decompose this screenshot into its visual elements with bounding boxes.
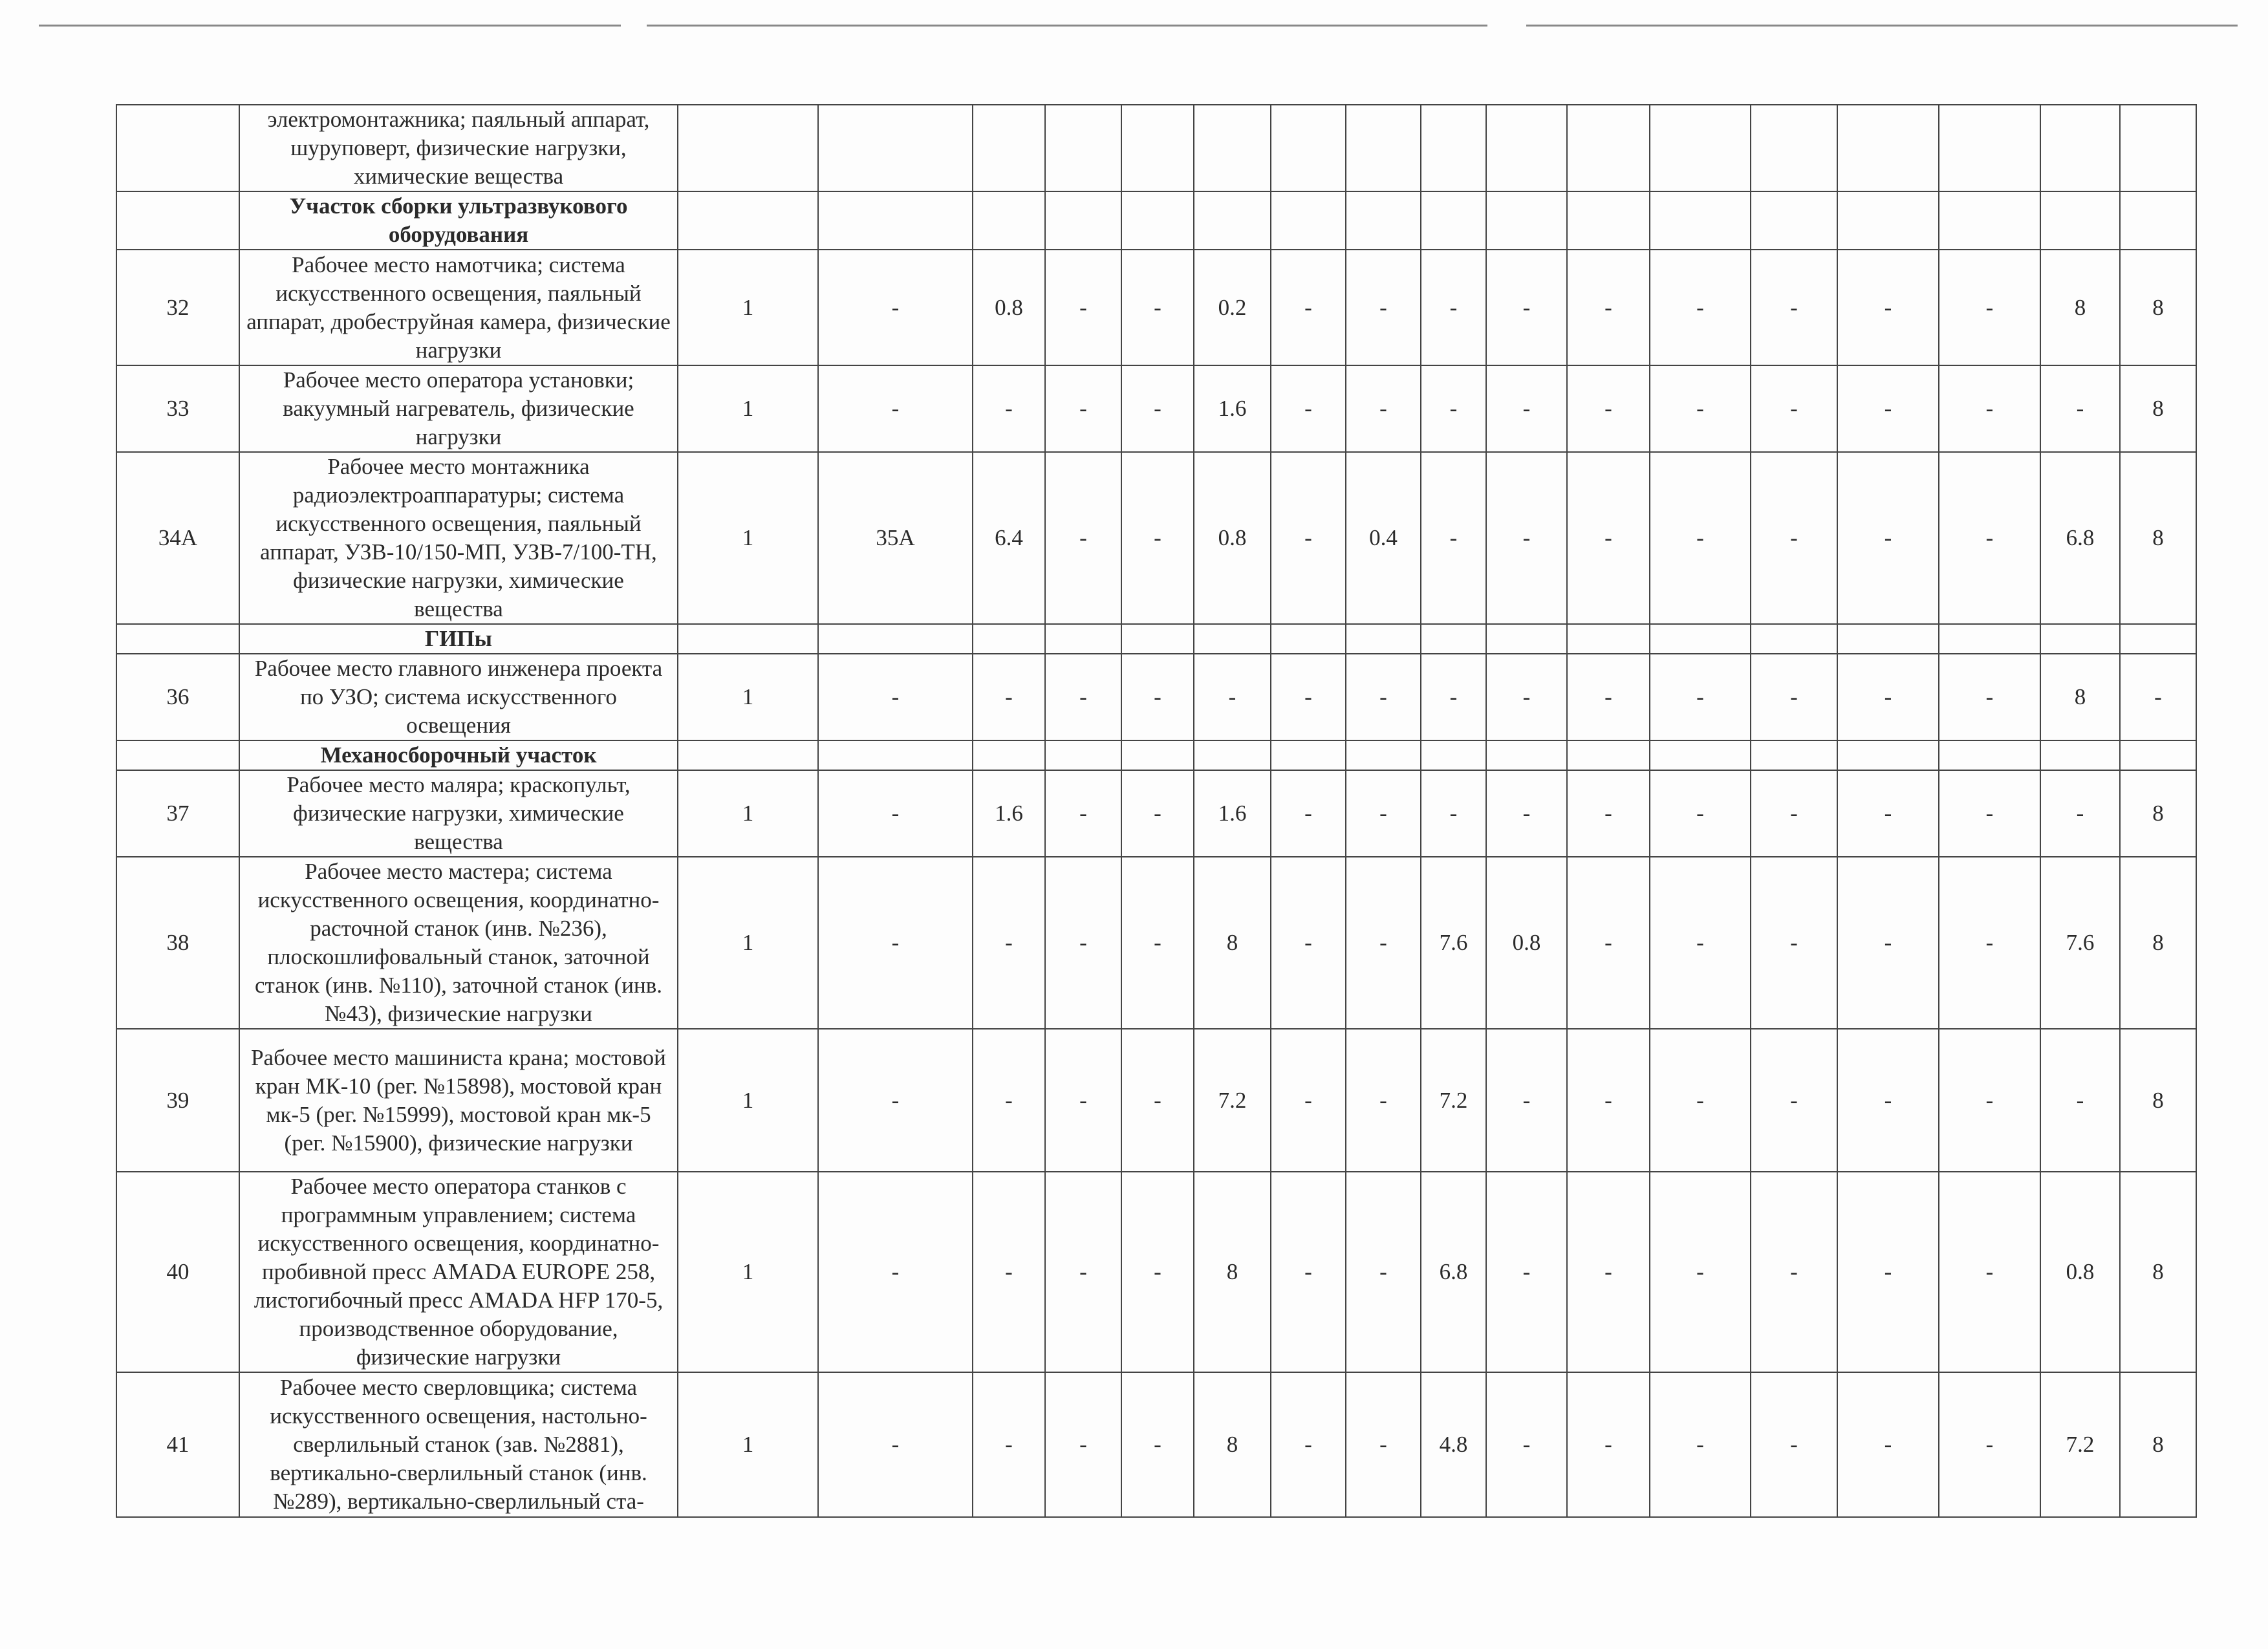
value-cell: 8 bbox=[2120, 1029, 2196, 1172]
scan-artifact-line bbox=[647, 25, 1487, 27]
value-cell: 0.8 bbox=[1194, 452, 1271, 624]
value-cell: 7.2 bbox=[2040, 1372, 2120, 1517]
value-cell bbox=[678, 191, 818, 250]
value-cell: - bbox=[1567, 250, 1650, 365]
value-cell bbox=[1567, 740, 1650, 770]
value-cell bbox=[2120, 105, 2196, 191]
value-cell: - bbox=[1567, 654, 1650, 740]
value-cell bbox=[1421, 740, 1486, 770]
value-cell bbox=[1346, 105, 1421, 191]
workplace-description: Рабочее место намотчика; система искусственного освещения, паяльный аппарат, дробеструйная камера, физические нагрузки bbox=[239, 250, 678, 365]
table-row bbox=[116, 1172, 2196, 1372]
value-cell bbox=[1346, 740, 1421, 770]
workplace-description: Рабочее место главного инженера проекта по УЗО; система искусственного освещения bbox=[239, 654, 678, 740]
value-cell bbox=[1837, 105, 1939, 191]
value-cell: - bbox=[1751, 1172, 1837, 1372]
value-cell: - bbox=[1751, 452, 1837, 624]
value-cell: 7.6 bbox=[2040, 857, 2120, 1029]
value-cell bbox=[2040, 740, 2120, 770]
value-cell: - bbox=[1121, 452, 1194, 624]
value-cell: - bbox=[1346, 1172, 1421, 1372]
value-cell: 7.2 bbox=[1421, 1029, 1486, 1172]
value-cell: - bbox=[1194, 654, 1271, 740]
value-cell: - bbox=[1121, 1172, 1194, 1372]
value-cell bbox=[1567, 624, 1650, 654]
value-cell: 8 bbox=[2120, 1372, 2196, 1517]
value-cell bbox=[1939, 624, 2040, 654]
value-cell: - bbox=[1271, 1172, 1346, 1372]
value-cell: 8 bbox=[2120, 770, 2196, 857]
value-cell: - bbox=[1271, 770, 1346, 857]
value-cell bbox=[678, 105, 818, 191]
value-cell bbox=[973, 191, 1045, 250]
value-cell bbox=[818, 740, 973, 770]
value-cell: - bbox=[1650, 452, 1751, 624]
section-title: Участок сборки ультразвукового оборудования bbox=[239, 191, 678, 250]
value-cell: - bbox=[1271, 365, 1346, 452]
value-cell: - bbox=[973, 1372, 1045, 1517]
value-cell: - bbox=[818, 770, 973, 857]
value-cell: - bbox=[1837, 1372, 1939, 1517]
value-cell: - bbox=[818, 365, 973, 452]
value-cell: 8 bbox=[2120, 452, 2196, 624]
value-cell: - bbox=[1271, 1372, 1346, 1517]
value-cell: - bbox=[1486, 770, 1567, 857]
value-cell: - bbox=[1650, 1029, 1751, 1172]
value-cell: 8 bbox=[1194, 1172, 1271, 1372]
value-cell bbox=[1346, 624, 1421, 654]
workplace-description: Рабочее место монтажника радиоэлектроаппаратуры; система искусственного освещения, паяльный аппарат, УЗВ-10/150-МП, УЗВ-7/100-ТН, физические нагрузки, химические вещества bbox=[239, 452, 678, 624]
value-cell bbox=[973, 740, 1045, 770]
value-cell: - bbox=[1346, 654, 1421, 740]
value-cell: - bbox=[818, 1372, 973, 1517]
row-number: 37 bbox=[116, 770, 239, 857]
value-cell: 0.2 bbox=[1194, 250, 1271, 365]
value-cell bbox=[1939, 191, 2040, 250]
value-cell: - bbox=[1650, 857, 1751, 1029]
table-row bbox=[116, 365, 2196, 452]
value-cell: - bbox=[1045, 857, 1121, 1029]
value-cell bbox=[1567, 105, 1650, 191]
value-cell bbox=[2040, 105, 2120, 191]
value-cell bbox=[1650, 105, 1751, 191]
value-cell: 1 bbox=[678, 857, 818, 1029]
value-cell bbox=[818, 624, 973, 654]
value-cell: - bbox=[1650, 365, 1751, 452]
table-row bbox=[116, 1029, 2196, 1172]
value-cell: 1.6 bbox=[1194, 770, 1271, 857]
value-cell: - bbox=[1045, 654, 1121, 740]
section-title: ГИПы bbox=[239, 624, 678, 654]
value-cell: - bbox=[1751, 770, 1837, 857]
value-cell bbox=[2120, 740, 2196, 770]
value-cell: - bbox=[1421, 452, 1486, 624]
value-cell: - bbox=[1271, 250, 1346, 365]
value-cell bbox=[1045, 105, 1121, 191]
value-cell bbox=[678, 624, 818, 654]
value-cell: 1 bbox=[678, 1372, 818, 1517]
value-cell: - bbox=[1486, 452, 1567, 624]
value-cell: - bbox=[1837, 1029, 1939, 1172]
value-cell: 7.2 bbox=[1194, 1029, 1271, 1172]
value-cell bbox=[1567, 191, 1650, 250]
value-cell: - bbox=[1045, 452, 1121, 624]
value-cell bbox=[2040, 191, 2120, 250]
value-cell: 0.4 bbox=[1346, 452, 1421, 624]
value-cell bbox=[1751, 191, 1837, 250]
workplace-description: Рабочее место оператора установки; вакуумный нагреватель, физические нагрузки bbox=[239, 365, 678, 452]
value-cell: - bbox=[1045, 770, 1121, 857]
value-cell: - bbox=[1486, 365, 1567, 452]
value-cell: - bbox=[1121, 365, 1194, 452]
value-cell: - bbox=[1567, 452, 1650, 624]
value-cell bbox=[1939, 105, 2040, 191]
value-cell bbox=[2040, 624, 2120, 654]
value-cell: - bbox=[1421, 250, 1486, 365]
value-cell: - bbox=[1939, 770, 2040, 857]
value-cell: - bbox=[818, 1029, 973, 1172]
table-row bbox=[116, 857, 2196, 1029]
value-cell: - bbox=[2120, 654, 2196, 740]
value-cell bbox=[1045, 740, 1121, 770]
row-number: 41 bbox=[116, 1372, 239, 1517]
scan-artifact-line bbox=[1526, 25, 2238, 27]
value-cell: - bbox=[1751, 1029, 1837, 1172]
value-cell: - bbox=[1271, 857, 1346, 1029]
table-row bbox=[116, 250, 2196, 365]
value-cell bbox=[1121, 105, 1194, 191]
workplace-description: Рабочее место оператора станков с программным управлением; система искусственного освещения, координатно-пробивной пресс AMADA EUROPE 258, листогибочный пресс AMADA HFP 170-5, производственное оборудование, физические нагрузки bbox=[239, 1172, 678, 1372]
value-cell: - bbox=[1045, 1029, 1121, 1172]
value-cell: - bbox=[1567, 1372, 1650, 1517]
value-cell: 1 bbox=[678, 770, 818, 857]
value-cell: - bbox=[1045, 1172, 1121, 1372]
value-cell: 7.6 bbox=[1421, 857, 1486, 1029]
row-number: 39 bbox=[116, 1029, 239, 1172]
value-cell: 0.8 bbox=[1486, 857, 1567, 1029]
value-cell: - bbox=[1486, 1372, 1567, 1517]
value-cell bbox=[1271, 191, 1346, 250]
workplace-assessment-table bbox=[116, 104, 2197, 1518]
value-cell bbox=[1421, 624, 1486, 654]
value-cell: - bbox=[818, 1172, 973, 1372]
value-cell: - bbox=[1346, 1029, 1421, 1172]
value-cell: - bbox=[818, 654, 973, 740]
value-cell: - bbox=[1837, 250, 1939, 365]
value-cell bbox=[1421, 191, 1486, 250]
value-cell: - bbox=[973, 1172, 1045, 1372]
value-cell: - bbox=[1939, 857, 2040, 1029]
section-header-row bbox=[116, 740, 2196, 770]
value-cell: 1 bbox=[678, 250, 818, 365]
value-cell: - bbox=[1421, 770, 1486, 857]
value-cell: - bbox=[1121, 857, 1194, 1029]
value-cell bbox=[1271, 105, 1346, 191]
value-cell: 1 bbox=[678, 654, 818, 740]
value-cell: - bbox=[1939, 1372, 2040, 1517]
row-number bbox=[116, 624, 239, 654]
value-cell: - bbox=[1837, 452, 1939, 624]
value-cell bbox=[1346, 191, 1421, 250]
scan-artifact-line bbox=[39, 25, 621, 27]
row-number: 40 bbox=[116, 1172, 239, 1372]
value-cell bbox=[1486, 105, 1567, 191]
workplace-description: электромонтажника; паяльный аппарат, шуруповерт, физические нагрузки, химические вещества bbox=[239, 105, 678, 191]
value-cell: - bbox=[818, 857, 973, 1029]
value-cell bbox=[1121, 191, 1194, 250]
value-cell: - bbox=[1650, 1172, 1751, 1372]
section-header-row bbox=[116, 191, 2196, 250]
value-cell: - bbox=[1486, 654, 1567, 740]
value-cell bbox=[1194, 191, 1271, 250]
value-cell bbox=[1486, 740, 1567, 770]
value-cell: - bbox=[1939, 452, 2040, 624]
row-number bbox=[116, 105, 239, 191]
value-cell: - bbox=[1751, 654, 1837, 740]
value-cell bbox=[1650, 740, 1751, 770]
value-cell: - bbox=[1121, 654, 1194, 740]
value-cell bbox=[1650, 191, 1751, 250]
value-cell: - bbox=[1346, 250, 1421, 365]
value-cell: - bbox=[1650, 654, 1751, 740]
value-cell: - bbox=[1121, 1029, 1194, 1172]
value-cell bbox=[1751, 105, 1837, 191]
value-cell: - bbox=[1837, 654, 1939, 740]
value-cell: - bbox=[1421, 365, 1486, 452]
value-cell bbox=[1194, 740, 1271, 770]
value-cell: 8 bbox=[1194, 857, 1271, 1029]
value-cell: - bbox=[1939, 654, 2040, 740]
value-cell: - bbox=[1567, 857, 1650, 1029]
value-cell: - bbox=[1346, 365, 1421, 452]
value-cell: - bbox=[1346, 1372, 1421, 1517]
value-cell: - bbox=[1837, 857, 1939, 1029]
value-cell bbox=[1486, 624, 1567, 654]
value-cell bbox=[678, 740, 818, 770]
value-cell bbox=[1837, 740, 1939, 770]
row-number: 36 bbox=[116, 654, 239, 740]
row-number: 38 bbox=[116, 857, 239, 1029]
value-cell bbox=[1271, 740, 1346, 770]
section-header-row bbox=[116, 624, 2196, 654]
value-cell: 8 bbox=[1194, 1372, 1271, 1517]
value-cell: 4.8 bbox=[1421, 1372, 1486, 1517]
value-cell: - bbox=[1121, 770, 1194, 857]
value-cell bbox=[1045, 624, 1121, 654]
value-cell: - bbox=[1567, 770, 1650, 857]
value-cell: - bbox=[1837, 770, 1939, 857]
value-cell: 1.6 bbox=[1194, 365, 1271, 452]
value-cell: - bbox=[1939, 365, 2040, 452]
value-cell: 35А bbox=[818, 452, 973, 624]
value-cell bbox=[1194, 624, 1271, 654]
value-cell: - bbox=[1045, 1372, 1121, 1517]
value-cell: 1.6 bbox=[973, 770, 1045, 857]
value-cell: - bbox=[1346, 770, 1421, 857]
table-row bbox=[116, 452, 2196, 624]
value-cell: 8 bbox=[2120, 250, 2196, 365]
value-cell: - bbox=[1567, 365, 1650, 452]
row-number: 34А bbox=[116, 452, 239, 624]
row-number: 33 bbox=[116, 365, 239, 452]
value-cell bbox=[973, 105, 1045, 191]
value-cell: - bbox=[1271, 1029, 1346, 1172]
value-cell: 0.8 bbox=[2040, 1172, 2120, 1372]
value-cell: 6.8 bbox=[1421, 1172, 1486, 1372]
value-cell bbox=[818, 191, 973, 250]
value-cell: - bbox=[973, 365, 1045, 452]
value-cell: - bbox=[1346, 857, 1421, 1029]
value-cell: 8 bbox=[2120, 365, 2196, 452]
value-cell: 1 bbox=[678, 365, 818, 452]
value-cell bbox=[1939, 740, 2040, 770]
value-cell: - bbox=[1650, 250, 1751, 365]
table-row bbox=[116, 654, 2196, 740]
row-number bbox=[116, 740, 239, 770]
value-cell: - bbox=[1486, 1172, 1567, 1372]
workplace-description: Рабочее место сверловщика; система искусственного освещения, настольно-сверлильный станок (зав. №2881), вертикально-сверлильный станок (инв. №289), вертикально-сверлильный ста- bbox=[239, 1372, 678, 1517]
value-cell: 1 bbox=[678, 1172, 818, 1372]
value-cell: - bbox=[2040, 1029, 2120, 1172]
value-cell: - bbox=[1650, 770, 1751, 857]
value-cell bbox=[1650, 624, 1751, 654]
workplace-description: Рабочее место маляра; краскопульт, физические нагрузки, химические вещества bbox=[239, 770, 678, 857]
value-cell bbox=[1045, 191, 1121, 250]
value-cell: - bbox=[1939, 250, 2040, 365]
value-cell bbox=[1121, 624, 1194, 654]
value-cell: 6.4 bbox=[973, 452, 1045, 624]
value-cell: 8 bbox=[2040, 654, 2120, 740]
row-number bbox=[116, 191, 239, 250]
value-cell: - bbox=[1045, 250, 1121, 365]
value-cell: - bbox=[1121, 1372, 1194, 1517]
value-cell bbox=[1271, 624, 1346, 654]
value-cell: - bbox=[1421, 654, 1486, 740]
value-cell: - bbox=[1121, 250, 1194, 365]
value-cell: 8 bbox=[2120, 1172, 2196, 1372]
value-cell: - bbox=[1486, 1029, 1567, 1172]
value-cell: - bbox=[818, 250, 973, 365]
workplace-description: Рабочее место машиниста крана; мостовой кран МК-10 (рег. №15898), мостовой кран мк-5 (рег. №15999), мостовой кран мк-5 (рег. №15900), физические нагрузки bbox=[239, 1029, 678, 1172]
value-cell bbox=[1837, 191, 1939, 250]
row-number: 32 bbox=[116, 250, 239, 365]
value-cell: 1 bbox=[678, 1029, 818, 1172]
value-cell: - bbox=[1271, 452, 1346, 624]
value-cell: 6.8 bbox=[2040, 452, 2120, 624]
table-row bbox=[116, 770, 2196, 857]
value-cell: - bbox=[1939, 1029, 2040, 1172]
value-cell bbox=[2120, 191, 2196, 250]
value-cell: - bbox=[1751, 365, 1837, 452]
value-cell: - bbox=[1650, 1372, 1751, 1517]
value-cell bbox=[1486, 191, 1567, 250]
value-cell bbox=[1837, 624, 1939, 654]
value-cell: - bbox=[2040, 365, 2120, 452]
value-cell: - bbox=[1045, 365, 1121, 452]
value-cell: - bbox=[1751, 857, 1837, 1029]
value-cell: - bbox=[1271, 654, 1346, 740]
value-cell: - bbox=[2040, 770, 2120, 857]
section-title: Механосборочный участок bbox=[239, 740, 678, 770]
value-cell bbox=[1194, 105, 1271, 191]
value-cell: - bbox=[1567, 1172, 1650, 1372]
table-row bbox=[116, 1372, 2196, 1517]
value-cell: 0.8 bbox=[973, 250, 1045, 365]
value-cell bbox=[1751, 624, 1837, 654]
value-cell bbox=[973, 624, 1045, 654]
value-cell: 1 bbox=[678, 452, 818, 624]
value-cell: - bbox=[1837, 1172, 1939, 1372]
value-cell: - bbox=[1567, 1029, 1650, 1172]
value-cell: - bbox=[1837, 365, 1939, 452]
value-cell: - bbox=[1751, 250, 1837, 365]
value-cell: 8 bbox=[2120, 857, 2196, 1029]
value-cell: 8 bbox=[2040, 250, 2120, 365]
value-cell bbox=[818, 105, 973, 191]
value-cell bbox=[2120, 624, 2196, 654]
table-row bbox=[116, 105, 2196, 191]
value-cell: - bbox=[973, 654, 1045, 740]
value-cell: - bbox=[1939, 1172, 2040, 1372]
value-cell: - bbox=[1486, 250, 1567, 365]
value-cell bbox=[1421, 105, 1486, 191]
value-cell bbox=[1751, 740, 1837, 770]
value-cell: - bbox=[973, 1029, 1045, 1172]
value-cell bbox=[1121, 740, 1194, 770]
value-cell: - bbox=[1751, 1372, 1837, 1517]
workplace-description: Рабочее место мастера; система искусственного освещения, координатно-расточной станок (инв. №236), плоскошлифовальный станок, заточной станок (инв. №110), заточной станок (инв. №43), физические нагрузки bbox=[239, 857, 678, 1029]
value-cell: - bbox=[973, 857, 1045, 1029]
